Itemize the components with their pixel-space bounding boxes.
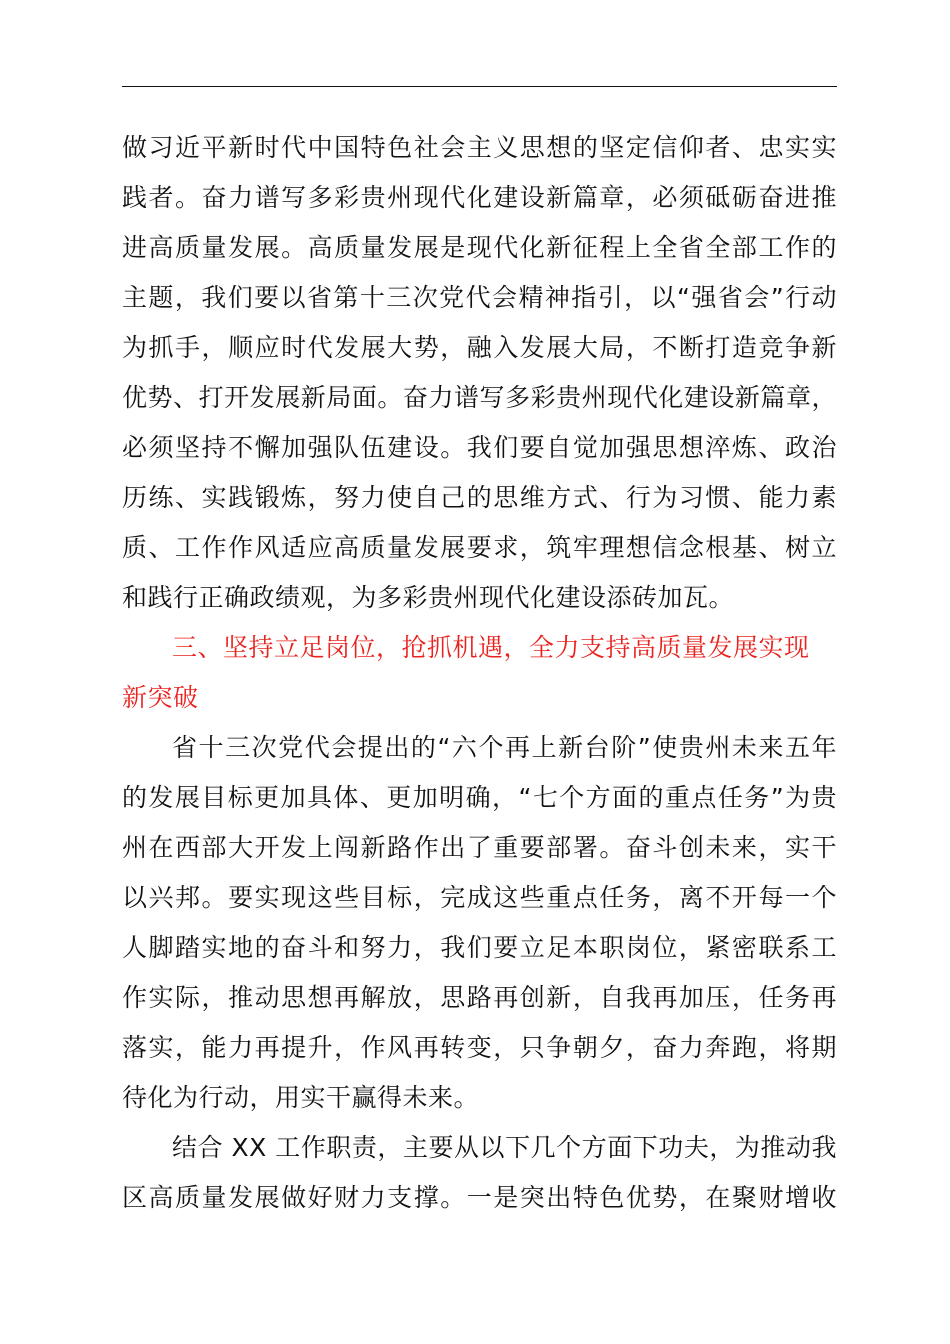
text-line: 必须坚持不懈加强队伍建设。我们要自觉加强思想淬炼、政治 (122, 433, 837, 462)
text-line: 州在西部大开发上闯新路作出了重要部署。奋斗创未来，实干 (122, 833, 837, 862)
text-line: 和践行正确政绩观，为多彩贵州现代化建设添砖加瓦。 (122, 583, 735, 612)
text-line: 质、工作作风适应高质量发展要求，筑牢理想信念根基、树立 (122, 533, 837, 562)
text-line: 区高质量发展做好财力支撑。一是突出特色优势，在聚财增收 (122, 1183, 837, 1212)
text-line: 落实，能力再提升，作风再转变，只争朝夕，奋力奔跑，将期 (122, 1033, 837, 1062)
text-line: 历练、实践锻炼，努力使自己的思维方式、行为习惯、能力素 (122, 483, 837, 512)
text-line: 主题，我们要以省第十三次党代会精神指引，以“强省会”行动 (122, 283, 837, 312)
text-line: 为抓手，顺应时代发展大势，融入发展大局，不断打造竞争新 (122, 333, 837, 362)
text-line: 的发展目标更加具体、更加明确，“七个方面的重点任务”为贵 (122, 783, 837, 812)
text-line: 以兴邦。要实现这些目标，完成这些重点任务，离不开每一个 (122, 883, 837, 912)
text-line: 作实际，推动思想再解放，思路再创新，自我再加压，任务再 (122, 983, 837, 1012)
text-line: 省十三次党代会提出的“六个再上新台阶”使贵州未来五年 (172, 733, 837, 762)
text-line: 人脚踏实地的奋斗和努力，我们要立足本职岗位，紧密联系工 (122, 933, 837, 962)
text-line: 结合 XX 工作职责，主要从以下几个方面下功夫，为推动我 (172, 1133, 837, 1162)
text-line: 做习近平新时代中国特色社会主义思想的坚定信仰者、忠实实 (122, 133, 837, 162)
header-rule (122, 86, 837, 87)
heading-line: 三、坚持立足岗位，抢抓机遇，全力支持高质量发展实现 (172, 633, 810, 662)
heading-line: 新突破 (122, 683, 199, 712)
text-line: 待化为行动，用实干赢得未来。 (122, 1083, 480, 1112)
text-line: 进高质量发展。高质量发展是现代化新征程上全省全部工作的 (122, 233, 837, 262)
text-line: 践者。奋力谱写多彩贵州现代化建设新篇章，必须砥砺奋进推 (122, 183, 837, 212)
text-line: 优势、打开发展新局面。奋力谱写多彩贵州现代化建设新篇章， (122, 383, 837, 412)
